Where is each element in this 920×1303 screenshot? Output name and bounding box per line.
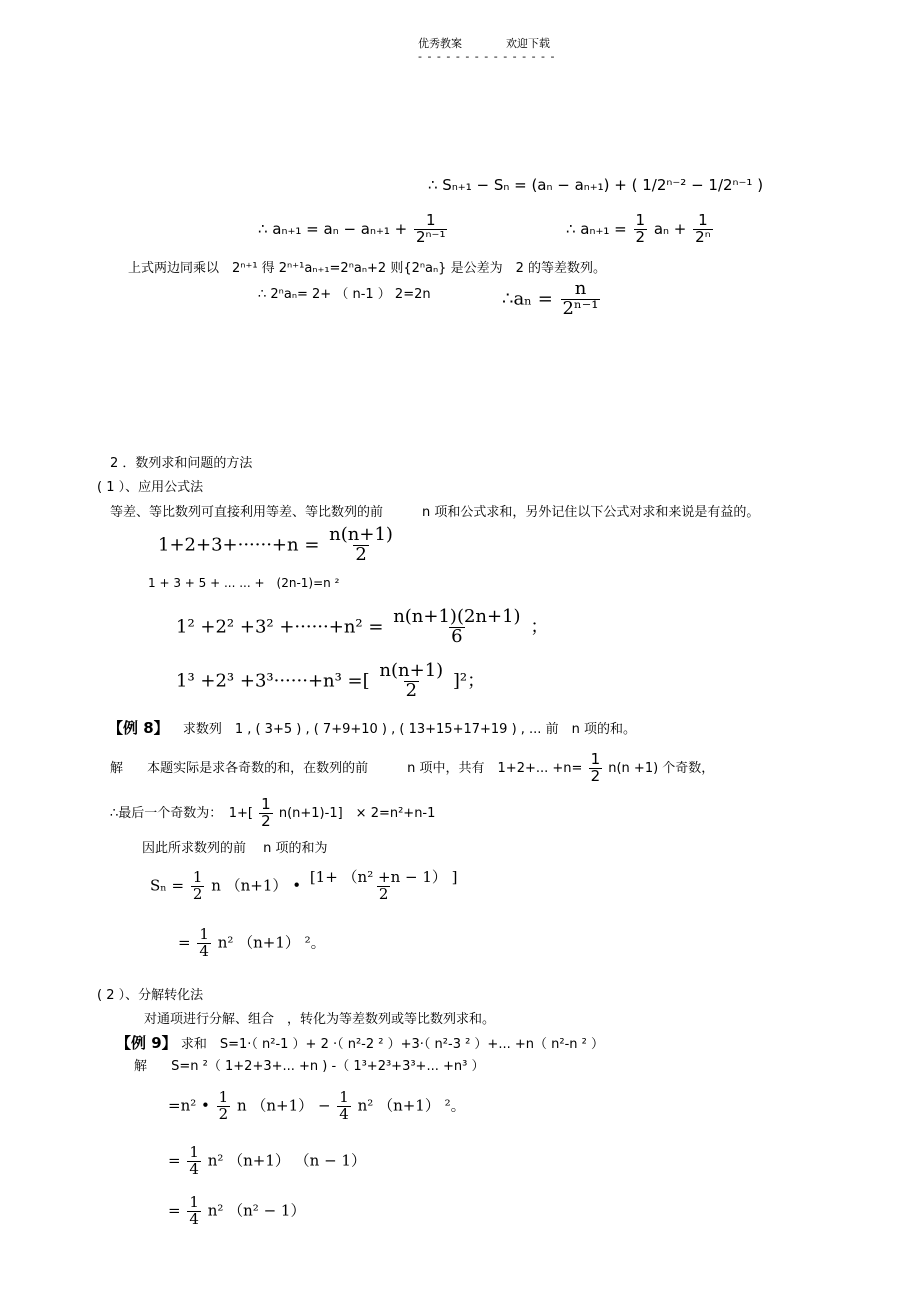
step-mid: n （n+1） −	[236, 1096, 331, 1115]
example-9-step-2	[168, 1145, 366, 1178]
step-pre: =	[168, 1201, 181, 1220]
sn2-lhs: =	[178, 933, 191, 952]
frac-num: 1	[189, 1193, 199, 1211]
fraction-one-over-2n	[693, 213, 713, 246]
fraction-half	[589, 752, 603, 785]
solution-text: S=n ²（ 1+2+3+... +n ) -（ 1³+2³+3³+... +n³ ）	[171, 1059, 485, 1074]
fraction-quarter	[187, 1195, 201, 1228]
header-dashes: - - - - - - - - - - - - - - -	[418, 50, 556, 63]
frac-num: 1	[218, 1088, 229, 1106]
formula-lhs: 1+2+3+······+n =	[158, 534, 320, 556]
frac-den: 6	[451, 625, 463, 647]
last-odd-post: n(n+1)-1] × 2=n²+n-1	[278, 805, 436, 821]
frac-den: 2ⁿ⁻¹	[562, 297, 599, 319]
frac-num: n(n+1)	[329, 524, 393, 545]
frac-num: 1	[261, 795, 271, 813]
step-pre: =n² •	[168, 1096, 210, 1115]
frac-den: 2	[378, 884, 389, 903]
frac-den: 4	[189, 1209, 199, 1228]
frac-den: 4	[199, 941, 209, 960]
example-8-label: 【例 8】	[108, 719, 169, 737]
section-title: 2 ．数列求和问题的方法	[110, 456, 253, 471]
eq-a-right-mid: aₙ +	[653, 219, 687, 238]
line-multiply: 上式两边同乘以 2ⁿ⁺¹ 得 2ⁿ⁺¹aₙ₊₁=2ⁿaₙ+2 则{2ⁿaₙ} 是公差为 2 的等差数列。	[128, 261, 606, 276]
header-right: 欢迎下载	[506, 37, 550, 50]
frac-den: 4	[189, 1159, 199, 1178]
step-tail: n² （n+1） （n − 1）	[207, 1151, 366, 1170]
frac-den: 2	[261, 811, 271, 830]
frac-num: 1	[199, 925, 209, 943]
fraction-quarter	[187, 1145, 201, 1178]
frac-num: n	[574, 278, 587, 299]
frac-den: 2	[192, 884, 203, 903]
example-9-label: 【例 9】	[116, 1034, 177, 1052]
frac-den: 2ⁿ⁻¹	[416, 227, 446, 246]
frac-num: 1	[590, 750, 601, 768]
frac-num: n(n+1)	[379, 660, 444, 681]
sn-mid: n （n+1） •	[211, 876, 302, 895]
example-9-text: 求和 S=1·（ n²-1 ）+ 2 ·（ n²-2 ² ）+3·（ n²-3 ² ）+... +n（ n²-n ² ）	[180, 1037, 604, 1052]
sn2-tail: n² （n+1） ²。	[217, 933, 326, 952]
formula-sum-squares	[176, 608, 548, 647]
example-9-step-3	[168, 1195, 305, 1228]
frac-num: 1	[698, 211, 708, 229]
frac-den: 2ⁿ	[695, 227, 711, 246]
frac-den: 2	[405, 679, 418, 701]
fraction-cubes	[377, 662, 445, 701]
fraction-half	[191, 870, 205, 903]
fraction-half	[259, 797, 273, 830]
header-left: 优秀教案	[418, 37, 462, 50]
solution-text: 本题实际是求各奇数的和，在数列的前 n 项中，共有 1+2+... +n=	[147, 760, 583, 776]
example-9-solution	[134, 1060, 484, 1075]
equation-an-final	[502, 280, 602, 319]
formula-tail: ；	[530, 616, 549, 638]
frac-den: 2	[590, 766, 601, 785]
frac-num: 1	[425, 211, 436, 229]
example-9-step-1	[168, 1090, 466, 1123]
subsection-2-intro: 对通项进行分解、组合 ，转化为等差数列或等比数列求和。	[144, 1012, 496, 1027]
example-8-solution	[110, 752, 714, 785]
fraction-quarter	[337, 1090, 351, 1123]
fraction-one-over-2n-1	[414, 213, 447, 246]
formula-lhs: 1² +2² +3² +······+n² =	[176, 616, 384, 638]
eq-a-right-text: ∴ aₙ₊₁ =	[566, 219, 627, 238]
frac-num: n(n+1)(2n+1)	[393, 606, 521, 627]
formula-sum-cubes	[176, 662, 485, 701]
formula-lhs: 1³ +2³ +3³······+n³ =[	[176, 670, 370, 692]
formula-sum-n	[158, 526, 397, 565]
frac-num: 1	[339, 1088, 349, 1106]
fraction-half	[634, 213, 648, 246]
frac-num: 1	[192, 868, 203, 886]
last-odd-pre: ∴最后一个奇数为： 1+[	[110, 805, 254, 821]
frac-den: 2	[635, 227, 646, 246]
step-tail: n² （n² − 1）	[207, 1201, 306, 1220]
fraction-half	[217, 1090, 231, 1123]
frac-den: 2	[218, 1104, 229, 1123]
frac-num: [1+ （n² +n − 1） ]	[309, 868, 458, 886]
step-pre: =	[168, 1151, 181, 1170]
frac-num: 1	[189, 1143, 199, 1161]
frac-den: 4	[339, 1104, 349, 1123]
frac-den: 2	[355, 543, 367, 565]
subsection-1-intro: 等差、等比数列可直接利用等差、等比数列的前 n 项和公式求和，另外记住以下公式对求和来说是有益的。	[110, 505, 760, 520]
sn-lhs: Sₙ =	[150, 876, 185, 895]
formula-tail: ]²；	[452, 670, 486, 692]
eq-a-left-text: ∴ aₙ₊₁ = aₙ − aₙ₊₁ +	[258, 219, 408, 238]
equation-sn	[150, 870, 462, 903]
formula-sum-odd: 1 + 3 + 5 + ... ... + (2n-1)=n ²	[148, 576, 340, 590]
equation-s-difference: ∴ Sₙ₊₁ − Sₙ = (aₙ − aₙ₊₁) + ( 1/2ⁿ⁻² − 1/2ⁿ⁻¹ )	[428, 176, 764, 194]
frac-num: 1	[635, 211, 646, 229]
subsection-2-title: ( 2 ）、分解转化法	[97, 988, 204, 1003]
step-tail: n² （n+1） ²。	[357, 1096, 466, 1115]
fraction-squares	[391, 608, 522, 647]
eq-an-lhs: ∴aₙ =	[502, 288, 553, 310]
sum-intro: 因此所求数列的前 n 项的和为	[142, 841, 328, 856]
solution-tail: n(n +1) 个奇数，	[608, 760, 715, 776]
example-8-text: 求数列 1 , ( 3+5 ) , ( 7+9+10 ) , ( 13+15+17+19 ) , ... 前 n 项的和。	[182, 722, 636, 737]
equation-a-left	[258, 213, 449, 246]
fraction-n-n1-over-2	[327, 526, 395, 565]
solution-label: 解	[110, 760, 124, 776]
fraction-n-over-2n-1	[561, 280, 601, 319]
example-9	[116, 1035, 604, 1053]
equation-sn-result	[178, 927, 326, 960]
solution-label: 解	[134, 1059, 148, 1074]
subsection-1-title: ( 1 ）、应用公式法	[97, 480, 204, 495]
example-8	[108, 720, 636, 738]
fraction-quarter	[197, 927, 211, 960]
fraction-big	[308, 870, 460, 903]
last-odd-line	[110, 797, 435, 830]
line-result: ∴ 2ⁿaₙ= 2+ （ n-1 ） 2=2n	[258, 287, 431, 302]
equation-a-right	[566, 213, 715, 246]
